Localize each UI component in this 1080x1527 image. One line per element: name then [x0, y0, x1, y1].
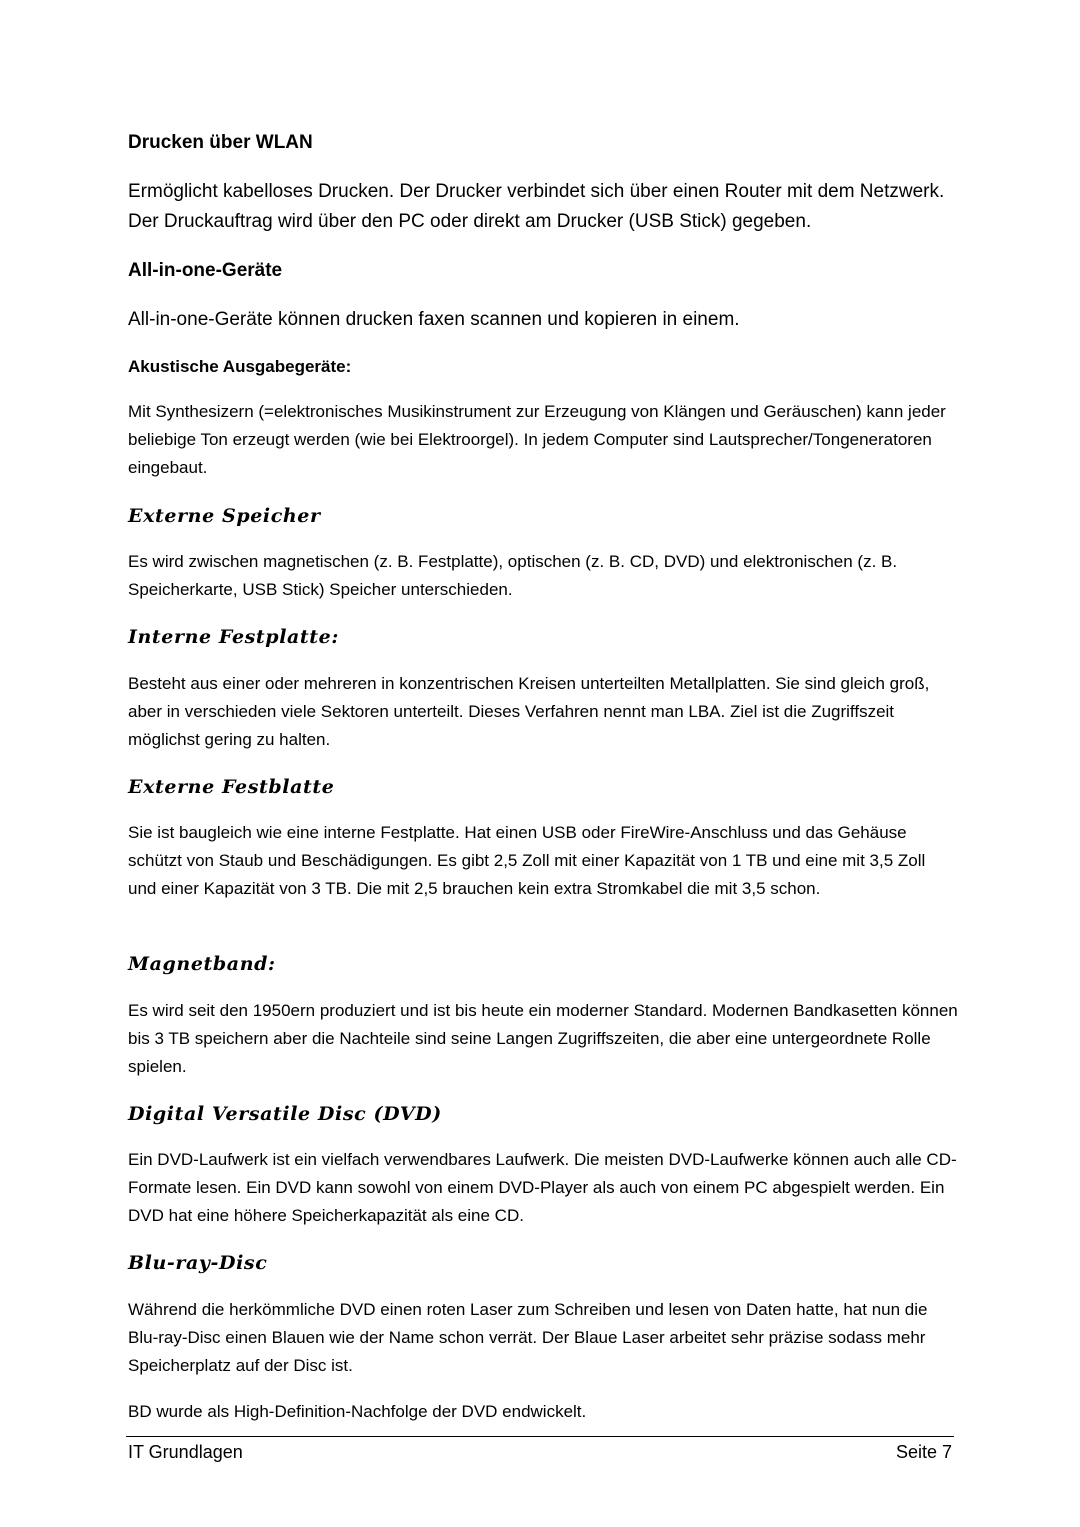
- paragraph-dvd: Ein DVD-Laufwerk ist ein vielfach verwendbares Laufwerk. Die meisten DVD-Laufwerke können auch alle CD-Formate lesen. Ein DVD kann sowohl von einem DVD-Player als auch von einem PC abgespielt werden. Ein DVD hat eine höhere Speicherkapazität als eine CD.: [128, 1150, 957, 1225]
- footer-divider: [126, 1436, 954, 1437]
- heading-allinone: All-in-one-Geräte: [128, 260, 283, 281]
- paragraph-allinone: All-in-one-Geräte können drucken faxen scannen und kopieren in einem.: [128, 309, 740, 330]
- page-number: Seite 7: [895, 1442, 952, 1462]
- heading-interne-festplatte: Interne Festplatte:: [128, 626, 339, 648]
- paragraph-wlan: Ermöglicht kabelloses Drucken. Der Drucker verbindet sich über einen Router mit dem Netzwerk. Der Druckauftrag wird über den PC oder direkt am Drucker (USB Stick) gegeben.: [128, 181, 945, 232]
- paragraph-interne-festplatte: Besteht aus einer oder mehreren in konzentrischen Kreisen unterteilten Metallplatten. Sie sind gleich groß, aber in verschieden viele Sektoren unterteilt. Dieses Verfahren nennt man LBA. Ziel ist die Zugriffszeit möglichst gering zu halten.: [128, 674, 930, 749]
- paragraph-bluray: Während die herkömmliche DVD einen roten Laser zum Schreiben und lesen von Daten hatte, hat nun die Blu-ray-Disc einen Blauen wie der Name schon verrät. Der Blaue Laser arbeitet sehr präzise sodass mehr Speicherplatz auf der Disc ist.: [128, 1300, 928, 1375]
- heading-wlan: Drucken über WLAN: [128, 132, 313, 153]
- paragraph-magnetband: Es wird seit den 1950ern produziert und ist bis heute ein moderner Standard. Modernen Bandkasetten können bis 3 TB speichern aber die Nachteile sind seine Langen Zugriffszeiten, die aber eine untergeordnete Rolle spielen.: [128, 1001, 958, 1076]
- paragraph-externe-festplatte: Sie ist baugleich wie eine interne Festplatte. Hat einen USB oder FireWire-Anschluss und das Gehäuse schützt von Staub und Beschädigungen. Es gibt 2,5 Zoll mit einer Kapazität von 1 TB und eine mit 3,5 Zoll und einer Kapazität von 3 TB. Die mit 2,5 brauchen kein extra Stromkabel die mit 3,5 schon.: [128, 823, 926, 898]
- paragraph-bluray-2: BD wurde als High-Definition-Nachfolge der DVD endwickelt.: [128, 1402, 587, 1421]
- heading-magnetband: Magnetband:: [128, 953, 276, 975]
- heading-externe-festplatte: Externe Festblatte: [128, 776, 335, 798]
- paragraph-akustik: Mit Synthesizern (=elektronisches Musikinstrument zur Erzeugung von Klängen und Geräuschen) kann jeder beliebige Ton erzeugt werden (wie bei Elektroorgel). In jedem Computer sind Lautsprecher/Tongeneratoren eingebaut.: [128, 402, 946, 477]
- heading-dvd: Digital Versatile Disc (DVD): [128, 1103, 442, 1125]
- heading-externe-speicher: Externe Speicher: [128, 505, 321, 527]
- heading-bluray: Blu-ray-Disc: [128, 1252, 268, 1274]
- footer-title: IT Grundlagen: [128, 1442, 243, 1462]
- heading-akustik: Akustische Ausgabegeräte:: [128, 357, 352, 376]
- paragraph-externe-speicher: Es wird zwischen magnetischen (z. B. Festplatte), optischen (z. B. CD, DVD) und elektronischen (z. B. Speicherkarte, USB Stick) Speicher unterschieden.: [128, 552, 898, 599]
